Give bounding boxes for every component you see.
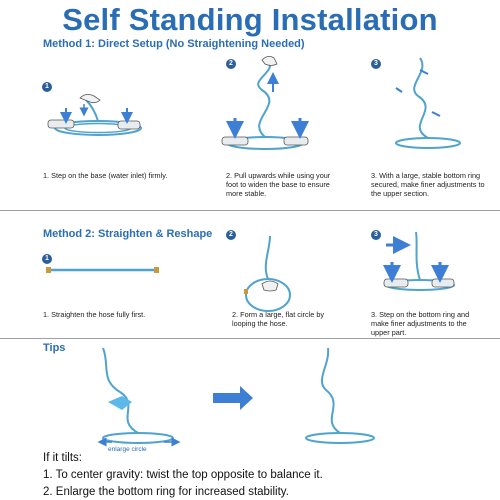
fitting-left bbox=[46, 267, 51, 273]
hose-end bbox=[86, 100, 98, 121]
m2-step2-illustration bbox=[244, 236, 290, 311]
tip-line-2: 2. Enlarge the bottom ring for increased stability. bbox=[43, 486, 289, 498]
adjust-mark-icon-2 bbox=[396, 88, 402, 92]
tips-heading: Tips bbox=[43, 342, 66, 354]
tip-line-1: 1. To center gravity: twist the top opposite to balance it. bbox=[43, 469, 323, 481]
m1-step3-illustration bbox=[396, 58, 460, 148]
shoe-icon-right bbox=[432, 279, 454, 287]
method2-step1-number: 1 bbox=[42, 254, 52, 264]
shoe-icon-right bbox=[284, 137, 308, 145]
hand-icon bbox=[80, 94, 100, 102]
method1-heading: Method 1: Direct Setup (No Straightening Needed) bbox=[43, 38, 305, 50]
method2-step2-caption: 2. Form a large, flat circle by looping the hose. bbox=[232, 310, 325, 329]
method2-step1-caption: 1. Straighten the hose fully first. bbox=[43, 310, 146, 319]
hand-icon bbox=[262, 281, 278, 291]
shoe-icon-right bbox=[118, 121, 140, 129]
hand-icon bbox=[262, 56, 277, 65]
m1-step1-illustration bbox=[48, 94, 141, 135]
hose-ring bbox=[306, 433, 374, 443]
hose-tilted bbox=[103, 348, 138, 433]
method1-step3-caption: 3. With a large, stable bottom ring secured, make finer adjustments to the upper section. bbox=[371, 171, 485, 199]
method2-step3-caption: 3. Step on the bottom ring and make finer adjustments to the upper part. bbox=[371, 310, 470, 338]
hose-ring bbox=[103, 433, 173, 443]
method1-step1-number: 1 bbox=[42, 82, 52, 92]
result-arrow-icon bbox=[213, 386, 253, 410]
shoe-icon-left bbox=[48, 120, 74, 128]
fitting bbox=[244, 289, 248, 294]
method1-step1-caption: 1. Step on the base (water inlet) firmly. bbox=[43, 171, 168, 180]
adjust-mark-icon-3 bbox=[432, 112, 440, 116]
tip-line-0: If it tilts: bbox=[43, 452, 82, 464]
fitting-right bbox=[154, 267, 159, 273]
hose-rising bbox=[258, 60, 270, 137]
enlarge-circle-label: enlarge circle bbox=[108, 446, 147, 453]
page-title: Self Standing Installation bbox=[62, 2, 438, 37]
shoe-icon-left bbox=[384, 279, 408, 287]
hose-standing bbox=[416, 232, 420, 280]
method2-step3-number: 3 bbox=[371, 230, 381, 240]
method1-step2-caption: 2. Pull upwards while using your foot to widen the base to ensure more stable. bbox=[226, 171, 331, 199]
m2-step3-illustration bbox=[384, 232, 454, 290]
tips-balanced-illustration bbox=[306, 348, 374, 443]
hose-standing bbox=[322, 348, 340, 433]
m2-step1-illustration bbox=[46, 267, 159, 273]
hose-end bbox=[266, 236, 270, 279]
method1-step2-number: 2 bbox=[226, 59, 236, 69]
tips-tilted-illustration bbox=[102, 348, 176, 443]
method2-heading: Method 2: Straighten & Reshape bbox=[43, 228, 213, 240]
method2-step2-number: 2 bbox=[226, 230, 236, 240]
hose-ring bbox=[396, 138, 460, 148]
method1-step3-number: 3 bbox=[371, 59, 381, 69]
shoe-icon-left bbox=[222, 137, 248, 145]
m1-step2-illustration bbox=[222, 56, 308, 149]
